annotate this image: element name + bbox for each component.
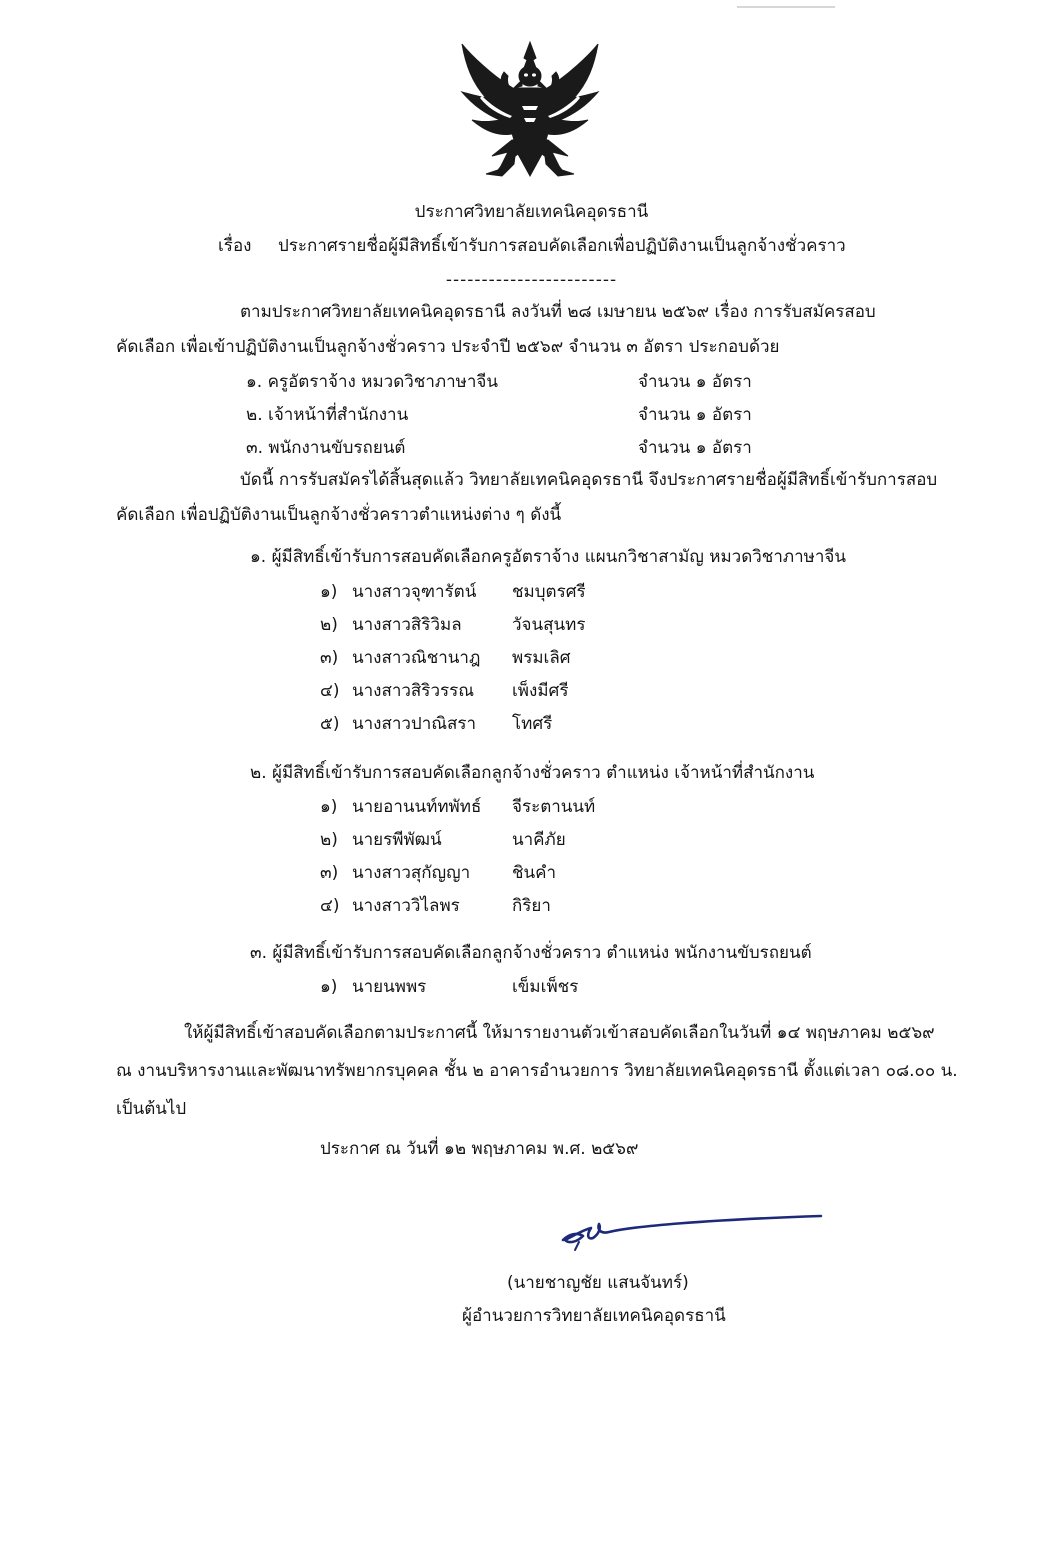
- group-2-person-1-no: ๑): [320, 797, 338, 817]
- subject-prefix: เรื่อง: [218, 236, 252, 256]
- signatory-name: (นายชาญชัย แสนจันทร์): [507, 1273, 689, 1293]
- group-1-person-5-first: นางสาวปาณิสรา: [352, 714, 477, 734]
- group-1-person-4-last: เพ็งมีศรี: [512, 681, 569, 701]
- group-3-person-1-first: นายนพพร: [352, 977, 427, 997]
- scan-edge-mark: [737, 6, 835, 8]
- group-2-person-3-no: ๓): [320, 863, 339, 883]
- intro-line-2: คัดเลือก เพื่อเข้าปฏิบัติงานเป็นลูกจ้างชั่วคราว ประจำปี ๒๕๖๙ จำนวน ๓ อัตรา ประกอบด้วย: [116, 337, 780, 357]
- signatory-title: ผู้อำนวยการวิทยาลัยเทคนิคอุดรธานี: [462, 1306, 726, 1326]
- intro-line-4: คัดเลือก เพื่อปฏิบัติงานเป็นลูกจ้างชั่วคราวตำแหน่งต่าง ๆ ดังนี้: [116, 505, 562, 525]
- group-1-person-4-no: ๔): [320, 681, 340, 701]
- announcement-date: ประกาศ ณ วันที่ ๑๒ พฤษภาคม พ.ศ. ๒๕๖๙: [320, 1139, 639, 1159]
- position-2-count: จำนวน ๑ อัตรา: [638, 405, 752, 425]
- group-2-person-3-first: นางสาวสุกัญญา: [352, 863, 471, 883]
- group-1-heading: ๑. ผู้มีสิทธิ์เข้ารับการสอบคัดเลือกครูอัตราจ้าง แผนกวิชาสามัญ หมวดวิชาภาษาจีน: [250, 547, 846, 567]
- closing-line-1: ให้ผู้มีสิทธิ์เข้าสอบคัดเลือกตามประกาศนี้ ให้มารายงานตัวเข้าสอบคัดเลือกในวันที่ ๑๔ พฤษภาคม ๒๕๖๙: [184, 1023, 935, 1043]
- organization-heading: ประกาศวิทยาลัยเทคนิคอุดรธานี: [414, 202, 649, 222]
- group-1-person-2-no: ๒): [320, 615, 338, 635]
- group-3-person-1-last: เข็มเพ็ชร: [512, 977, 579, 997]
- closing-line-3: เป็นต้นไป: [116, 1099, 187, 1119]
- position-1-count: จำนวน ๑ อัตรา: [638, 372, 752, 392]
- group-1-person-1-no: ๑): [320, 582, 338, 602]
- group-1-person-2-first: นางสาวสิริวิมล: [352, 615, 462, 635]
- group-2-person-4-last: กิริยา: [512, 896, 551, 916]
- group-1-person-5-last: โทศรี: [512, 714, 553, 734]
- group-2-person-1-first: นายอานนท์ทพัทธ์: [352, 797, 482, 817]
- group-3-heading: ๓. ผู้มีสิทธิ์เข้ารับการสอบคัดเลือกลูกจ้างชั่วคราว ตำแหน่ง พนักงานขับรถยนต์: [250, 943, 812, 963]
- group-2-heading: ๒. ผู้มีสิทธิ์เข้ารับการสอบคัดเลือกลูกจ้างชั่วคราว ตำแหน่ง เจ้าหน้าที่สำนักงาน: [250, 763, 815, 783]
- group-1-person-3-no: ๓): [320, 648, 339, 668]
- closing-line-2: ณ งานบริหารงานและพัฒนาทรัพยากรบุคคล ชั้น ๒ อาคารอำนวยการ วิทยาลัยเทคนิคอุดรธานี ตั้งแต่เวลา ๐๘.๐๐ น.: [116, 1061, 958, 1081]
- position-3-label: ๓. พนักงานขับรถยนต์: [246, 438, 406, 458]
- group-3-person-1-no: ๑): [320, 977, 338, 997]
- group-2-person-2-last: นาคีภัย: [512, 830, 566, 850]
- intro-line-1: ตามประกาศวิทยาลัยเทคนิคอุดรธานี ลงวันที่ ๒๘ เมษายน ๒๕๖๙ เรื่อง การรับสมัครสอบ: [240, 302, 876, 322]
- position-3-count: จำนวน ๑ อัตรา: [638, 438, 752, 458]
- group-1-person-2-last: วัจนสุนทร: [512, 615, 586, 635]
- group-2-person-2-no: ๒): [320, 830, 338, 850]
- intro-line-3: บัดนี้ การรับสมัครได้สิ้นสุดแล้ว วิทยาลัยเทคนิคอุดรธานี จึงประกาศรายชื่อผู้มีสิทธิ์เข้ารับการสอบ: [240, 470, 938, 490]
- group-1-person-4-first: นางสาวสิริวรรณ: [352, 681, 475, 701]
- position-1-label: ๑. ครูอัตราจ้าง หมวดวิชาภาษาจีน: [246, 372, 498, 392]
- group-2-person-4-no: ๔): [320, 896, 340, 916]
- subject-title: ประกาศรายชื่อผู้มีสิทธิ์เข้ารับการสอบคัดเลือกเพื่อปฏิบัติงานเป็นลูกจ้างชั่วคราว: [278, 236, 846, 256]
- group-1-person-1-last: ชมบุตรศรี: [512, 582, 586, 602]
- garuda-emblem-icon: [452, 36, 608, 188]
- group-2-person-4-first: นางสาววิไลพร: [352, 896, 460, 916]
- group-2-person-1-last: จีระตานนท์: [512, 797, 596, 817]
- group-1-person-5-no: ๕): [320, 714, 340, 734]
- group-1-person-1-first: นางสาวจุฑารัตน์: [352, 582, 477, 602]
- header-divider: ------------------------: [445, 270, 618, 290]
- group-2-person-3-last: ชินคำ: [512, 863, 557, 883]
- group-1-person-3-last: พรมเลิศ: [512, 648, 571, 668]
- position-2-label: ๒. เจ้าหน้าที่สำนักงาน: [246, 405, 409, 425]
- group-1-person-3-first: นางสาวณิชานาฎ: [352, 648, 481, 668]
- handwritten-signature: [555, 1206, 827, 1254]
- group-2-person-2-first: นายรพีพัฒน์: [352, 830, 442, 850]
